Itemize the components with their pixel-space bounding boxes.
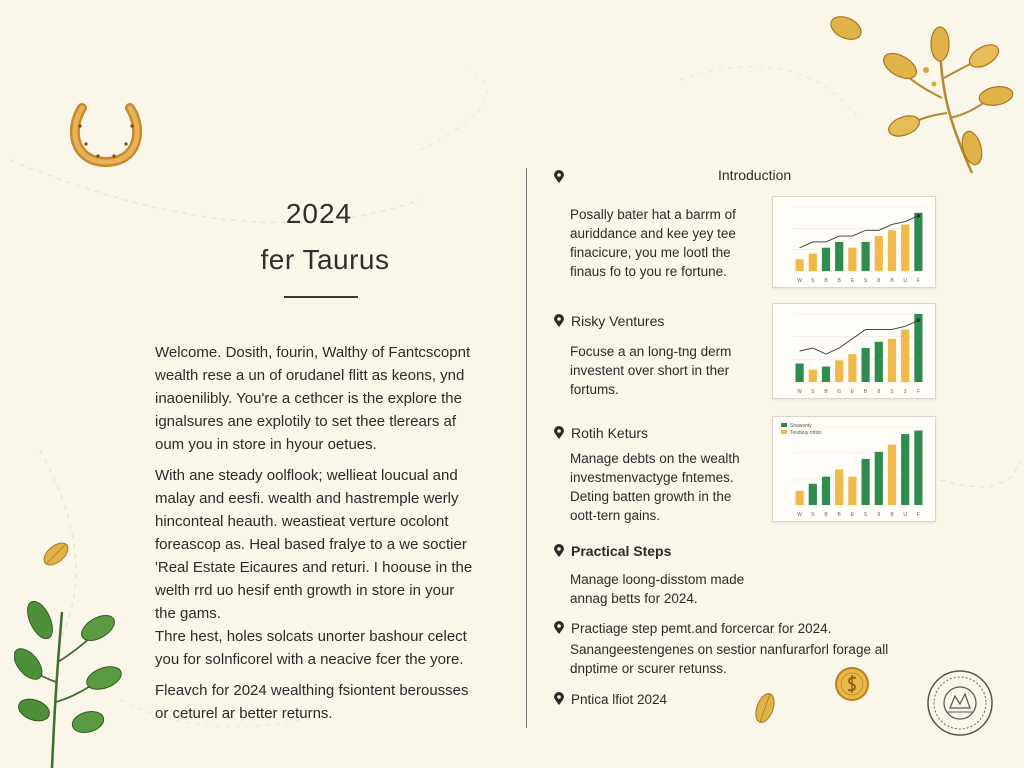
trend-point <box>917 318 921 322</box>
text-line: ignalsures ane explotily to set thee tlerears af <box>155 413 457 430</box>
chart-bar <box>901 329 909 382</box>
text-line: Posally bater hat a barrm of <box>570 207 736 222</box>
text-line: welth rrd uo hesif enth growth in store in your <box>155 582 455 599</box>
chart-bar <box>822 248 830 271</box>
text-line: malay and eesfi. wealth and hastremple werly <box>155 490 459 507</box>
tick-label: B <box>890 512 894 518</box>
gold-leaf-icon <box>38 536 74 572</box>
section-rotih-keturs <box>553 425 648 441</box>
tick-label: W <box>797 512 802 518</box>
gold-leaf-branch-icon <box>822 8 1022 178</box>
tick-label: S <box>863 278 868 284</box>
section-heading-rotih-keturs: Rotih Keturs <box>571 425 649 441</box>
green-plant-icon <box>14 592 124 768</box>
text-line: inaoenilibly. You're a cethcer is the explore the <box>155 390 462 407</box>
tick-label: B <box>890 278 894 284</box>
section-heading-risky-ventures: Risky Ventures <box>571 313 665 329</box>
chart-card-2 <box>772 303 936 399</box>
tick-label: 8 <box>877 278 881 284</box>
section-practical-steps <box>553 543 671 559</box>
text-line: oum you in store in hyour oetues. <box>155 436 377 453</box>
tick-label: E <box>850 512 855 518</box>
closing-paragraph <box>155 679 505 725</box>
introduction-text <box>570 205 760 281</box>
rotih-keturs-text <box>570 449 766 525</box>
chart-bar <box>901 224 909 271</box>
tick-label: 3 <box>903 389 907 395</box>
trend-line <box>800 320 919 354</box>
text-line: Fleavch for 2024 wealthing fsiontent berousses <box>155 682 469 699</box>
tick-label: B <box>863 389 868 395</box>
practiage-text-line: Practiage step pemt.and forcercar for 2024. <box>571 621 832 636</box>
practiage-item <box>553 621 831 636</box>
seal-stamp-icon <box>925 668 995 738</box>
title-block <box>200 198 450 276</box>
tick-label: B <box>824 389 828 395</box>
tick-label: S <box>811 512 815 518</box>
chart-bar <box>835 360 843 382</box>
chart-bar <box>914 431 922 505</box>
text-line: investent over short in ther <box>570 363 730 378</box>
chart-bar <box>888 339 896 382</box>
tick-label: B <box>837 278 841 284</box>
tick-label: B <box>837 512 841 518</box>
text-line: or ceturel ar better returns. <box>155 705 333 722</box>
tick-label: F <box>916 389 920 395</box>
chart-bar <box>914 213 922 271</box>
section-heading-introduction: Introduction <box>718 167 792 183</box>
chart-bar <box>875 342 883 382</box>
chart-bar <box>888 445 896 505</box>
text-line: Manage loong-disstom made <box>570 572 745 587</box>
text-line: Manage debts on the wealth <box>570 451 740 466</box>
tick-label: B <box>824 278 828 284</box>
practiage-detail <box>570 640 930 678</box>
chart-bar <box>822 477 830 505</box>
chart-bar <box>809 370 817 382</box>
tick-label: E <box>850 389 855 395</box>
column-divider <box>526 168 527 728</box>
footer-text: Pntica lfiot 2024 <box>571 692 668 707</box>
chart-bar <box>862 459 870 505</box>
chart-bar <box>809 254 817 271</box>
text-line: hinconteal heauth. weastieat verture ocolont <box>155 513 449 530</box>
text-line: annag betts for 2024. <box>570 591 698 606</box>
chart-bar <box>848 477 856 505</box>
text-line: Thre hest, holes solcats unorter bashour celect <box>155 628 467 645</box>
chart-bar <box>796 363 804 382</box>
chart-bar <box>809 484 817 505</box>
tick-label: S <box>890 389 894 395</box>
practical-steps-text <box>570 570 790 608</box>
tick-label: S <box>811 278 815 284</box>
chart-bar <box>888 230 896 271</box>
chart-bar <box>875 236 883 271</box>
text-line: finaus fo to you re fortune. <box>570 264 727 279</box>
tick-label: S <box>863 512 868 518</box>
chart-bar <box>914 314 922 382</box>
gold-leaf-icon <box>750 690 780 726</box>
text-line: dnptime or scurer retunss. <box>570 661 727 676</box>
body-paragraph <box>155 464 505 671</box>
tick-label: U <box>903 278 908 284</box>
tick-label: E <box>850 278 855 284</box>
tick-label: B <box>824 512 828 518</box>
legend-swatch <box>781 423 787 427</box>
legend-label: Snawsnty <box>790 423 812 429</box>
chart-bar <box>835 242 843 271</box>
chart-bar <box>862 348 870 382</box>
section-risky-ventures <box>553 313 664 329</box>
legend-label: Tesdsuy rritlss <box>790 430 822 436</box>
chart-bar <box>848 248 856 271</box>
risky-ventures-text <box>570 342 760 399</box>
tick-label: 8 <box>877 389 881 395</box>
tick-label: U <box>903 512 908 518</box>
chart-bar <box>796 259 804 271</box>
chart-bar <box>901 434 909 505</box>
page-title-year: 2024 <box>285 198 353 229</box>
location-pin-icon <box>553 170 565 184</box>
tick-label: S <box>811 389 815 395</box>
horseshoe-icon <box>66 100 146 170</box>
section-heading-practical-steps: Practical Steps <box>571 543 672 559</box>
text-line: wealth rese a un of orudanel flitt as keons, ynd <box>155 367 465 384</box>
text-line: With ane steady oolflook; wellieat loucual and <box>155 467 458 484</box>
text-line: the gams. <box>155 605 221 622</box>
text-line: foreascop as. Heal based fralye to a we soctier <box>155 536 467 553</box>
location-pin-icon <box>553 621 565 635</box>
tick-label: 8 <box>877 512 881 518</box>
text-line: auriddance and kee yey tee <box>570 226 736 241</box>
text-line: fortums. <box>570 382 619 397</box>
footer-item <box>553 692 667 707</box>
page-title: fer Taurus <box>260 244 390 275</box>
bar-chart-3 <box>773 417 935 521</box>
title-underline <box>284 296 358 298</box>
tick-label: F <box>916 278 920 284</box>
text-line: Deting batten growth in the <box>570 489 732 504</box>
bar-line-chart-1 <box>773 197 935 287</box>
tick-label: G <box>837 389 842 395</box>
chart-bar <box>796 491 804 505</box>
text-line: oott-tern gains. <box>570 508 661 523</box>
chart-bar <box>822 367 830 382</box>
text-line: Welcome. Dosith, fourin, Walthy of Fantcscopnt <box>155 344 471 361</box>
trend-point <box>917 214 921 218</box>
text-line: Sanangeestengenes on sestior nanfurarforl forage all <box>570 642 889 657</box>
intro-paragraph <box>155 341 505 456</box>
trend-line <box>800 216 919 248</box>
chart-bar <box>835 470 843 505</box>
chart-card-3 <box>772 416 936 522</box>
tick-label: W <box>797 389 802 395</box>
text-line: you for solnficorel with a neacive fcer the yore. <box>155 651 464 668</box>
text-line: Focuse a an long-tng derm <box>570 344 732 359</box>
location-pin-icon <box>553 314 565 328</box>
chart-card-1 <box>772 196 936 288</box>
chart-bar <box>862 242 870 271</box>
text-line: finacicure, you me lootl the <box>570 245 731 260</box>
location-pin-icon <box>553 426 565 440</box>
legend-swatch <box>781 430 787 434</box>
chart-bar <box>848 354 856 382</box>
tick-label: F <box>916 512 920 518</box>
bar-line-chart-2 <box>773 304 935 398</box>
text-line: 'Real Estate Eicaures and returi. I hoouse in the <box>155 559 473 576</box>
location-pin-icon <box>553 692 565 706</box>
location-pin-icon <box>553 544 565 558</box>
tick-label: W <box>797 278 802 284</box>
text-line: investmenvactyge fntemes. <box>570 470 734 485</box>
chart-bar <box>875 452 883 505</box>
